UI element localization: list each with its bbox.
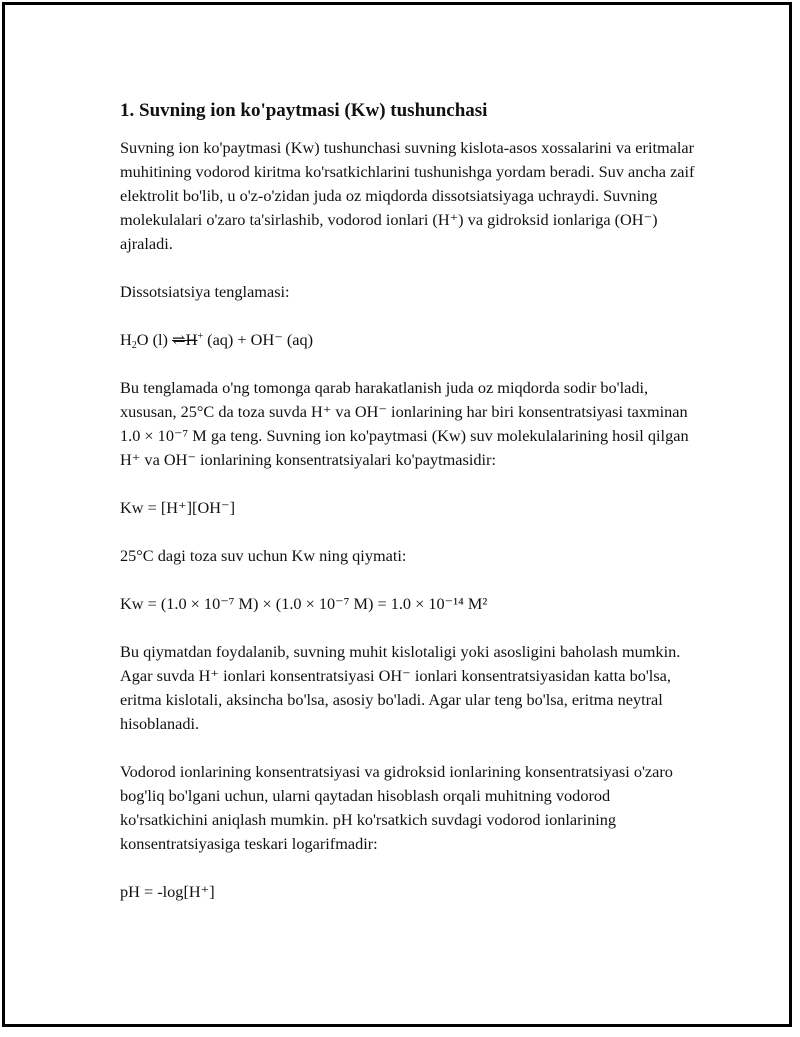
equation-products: (aq) + OH⁻ (aq) (203, 330, 314, 349)
equilibrium-arrow-h: ⇌H (172, 330, 198, 349)
explanation-paragraph: Bu tenglamada o'ng tomonga qarab harakatlanish juda oz miqdorda sodir bo'ladi, xususan, 25°C da toza suvda H⁺ va OH⁻ ionlarining har biri konsentratsiyasi taxminan 1.0 × 10⁻⁷ M ga teng. Suvning ion ko'paytmasi (Kw) suv molekulalarining hosil qilgan H⁺ va OH⁻ ionlarining konsentratsiyalari ko'paytmasidir: (120, 378, 689, 469)
acidity-paragraph: Bu qiymatdan foydalanib, suvning muhit kislotaligi yoki asosligini baholash mumkin. Agar suvda H⁺ ionlari konsentratsiyasi OH⁻ ionlari konsentratsiyasidan katta bo'lsa, eritma kislotali, aksincha bo'lsa, asosiy bo'ladi. Agar ular teng bo'lsa, eritma neytral hisoblanadi. (120, 642, 681, 733)
kw-value-label: 25°C dagi toza suv uchun Kw ning qiymati: (120, 546, 407, 565)
dissociation-label: Dissotsiatsiya tenglamasi: (120, 282, 290, 301)
intro-paragraph: Suvning ion ko'paytmasi (Kw) tushunchasi suvning kislota-asos xossalarini va eritmalar muhitining vodorod kiritma ko'rsatkichlarini tushunishga yordam beradi. Suv ancha zaif elektrolit bo'lib, u o'z-o'zidan juda oz miqdorda dissotsiatsiyaga uchraydi. Suvning molekulalari o'zaro ta'sirlashib, vodorod ionlari (H⁺) va gidroksid ionlariga (OH⁻) ajraladi. (120, 138, 695, 253)
document-page (2, 2, 792, 1027)
dissociation-equation (120, 328, 700, 352)
equation-plus-superscript: + (197, 331, 204, 342)
document-content (120, 98, 700, 928)
kw-value-equation: Kw = (1.0 × 10⁻⁷ M) × (1.0 × 10⁻⁷ M) = 1.0 × 10⁻¹⁴ M² (120, 594, 488, 613)
ph-paragraph: Vodorod ionlarining konsentratsiyasi va gidroksid ionlarining konsentratsiyasi o'zaro bog'liq bo'lgani uchun, ularni qaytadan hisoblash orqali muhitning vodorod ko'rsatkichini aniqlash mumkin. pH ko'rsatkich suvdagi vodorod ionlarining konsentratsiyasiga teskari logarifmadir: (120, 762, 673, 853)
equation-subscript-2: 2 (131, 340, 137, 351)
ph-equation: pH = -log[H⁺] (120, 882, 215, 901)
equation-h: H (120, 330, 132, 349)
kw-definition-equation: Kw = [H⁺][OH⁻] (120, 498, 235, 517)
section-heading: 1. Suvning ion ko'paytmasi (Kw) tushunchasi (120, 100, 488, 121)
equation-o-liquid: O (l) (136, 330, 173, 349)
